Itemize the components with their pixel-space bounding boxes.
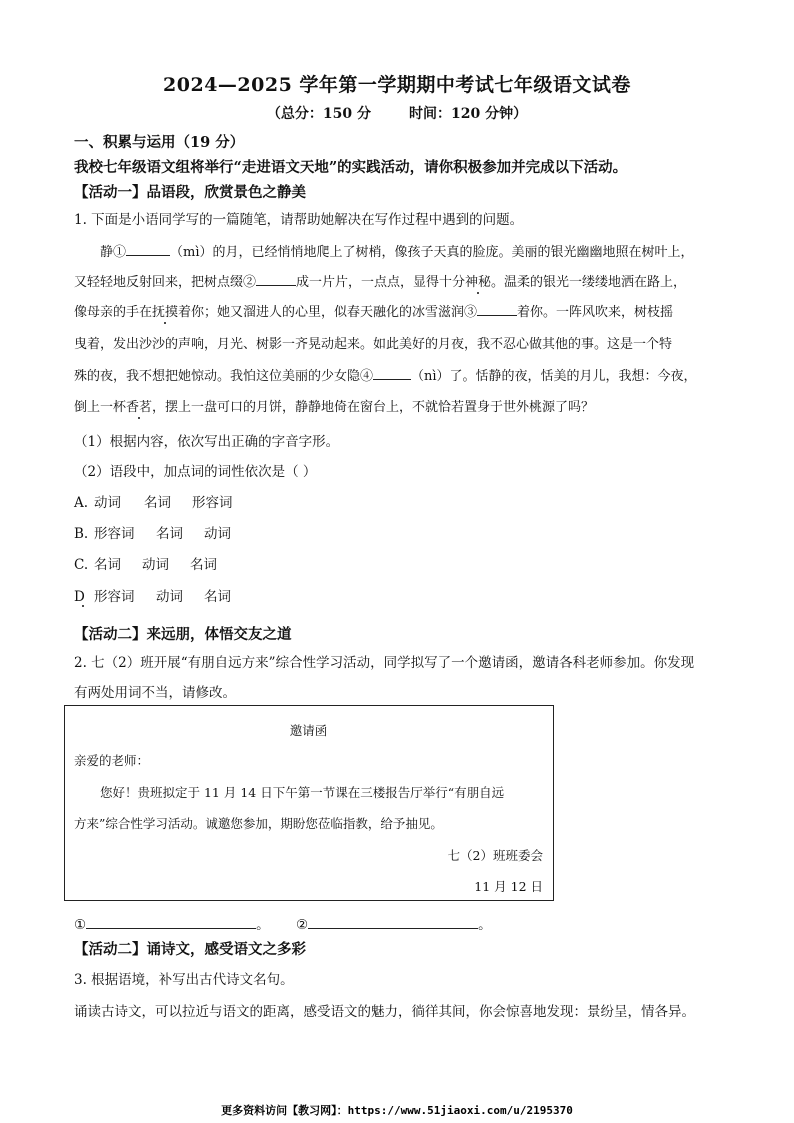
passage-line-1: 静① （mì）的月，已经悄悄地爬上了树梢，像孩子天真的脸庞。美丽的银光幽幽地照在树叶上， xyxy=(100,245,694,260)
exam-time: 时间：120 分钟） xyxy=(409,106,528,122)
activity1-heading: 【活动一】品语段，欣赏景色之静美 xyxy=(74,184,306,201)
section-intro: 我校七年级语文组将举行“走进语文天地”的实践活动，请你积极参加并完成以下活动。 xyxy=(74,159,628,176)
dotted-word-2: 抚摸 xyxy=(152,305,179,320)
blank-2[interactable] xyxy=(256,273,296,286)
option-d[interactable]: D 形容词 动词 名词 xyxy=(74,589,231,605)
q3-context: 诵读古诗文，可以拉近与语文的距离，感受语文的魅力，徜徉其间，你会惊喜地发现：景纷呈，情各异。 xyxy=(74,1004,695,1020)
letter-body-1: 您好！贵班拟定于 11 月 14 日下午第一节课在三楼报告厅举行“有朋自远 xyxy=(100,785,505,800)
blank-4[interactable] xyxy=(373,367,411,380)
q2-line-2: 有两处用词不当，请修改。 xyxy=(74,685,236,701)
footer-link[interactable]: 更多资料访问【教习网】：https://www.51jiaoxi.com/u/2195370 xyxy=(221,1104,573,1117)
exam-title: 2024—2025 学年第一学期期中考试七年级语文试卷 xyxy=(163,74,631,96)
answer-line-2[interactable]: ② 。 xyxy=(296,917,492,933)
exam-subtitle xyxy=(0,103,794,123)
letter-greeting: 亲爱的老师： xyxy=(74,753,150,768)
q1-stem: 1. 下面是小语同学写的一篇随笔，请帮助她解决在写作过程中遇到的问题。 xyxy=(74,212,524,228)
dotted-word-3: 香茗 xyxy=(126,400,153,415)
dotted-word-1: 神秘 xyxy=(465,275,492,290)
invitation-letter-box xyxy=(64,705,554,901)
blank-1[interactable] xyxy=(126,243,170,256)
total-score: （总分：150 分 xyxy=(266,106,371,122)
activity2-heading: 【活动二】来远朋，体悟交友之道 xyxy=(74,626,292,643)
sub-question-2: （2）语段中，加点词的词性依次是（ ） xyxy=(74,464,317,480)
q3-stem: 3. 根据语境，补写出古代诗文名句。 xyxy=(74,972,294,988)
sub-question-1: （1）根据内容，依次写出正确的字音字形。 xyxy=(74,434,340,450)
q2-line-1: 2. 七（2）班开展“有朋自远方来”综合性学习活动，同学拟写了一个邀请函，邀请各科老师参加。你发现 xyxy=(74,655,695,671)
option-c[interactable]: C. 名词 动词 名词 xyxy=(74,557,217,573)
option-a[interactable]: A. 动词 名词 形容词 xyxy=(74,495,233,511)
passage-line-4: 曳着，发出沙沙的声响，月光、树影一齐晃动起来。如此美好的月夜，我不忍心做其他的事。这是一个特 xyxy=(74,337,673,352)
passage-line-6: 倒上一杯香茗，摆上一盘可口的月饼，静静地倚在窗台上，不就恰若置身于世外桃源了吗？ xyxy=(74,400,595,415)
section-heading: 一、积累与运用（19 分） xyxy=(74,134,245,151)
activity3-heading: 【活动二】诵诗文，感受语文之多彩 xyxy=(74,941,306,958)
passage-line-5: 殊的夜，我不想把她惊动。我怕这位美丽的少女隐④ （nì）了。恬静的夜，恬美的月儿，我想：今夜， xyxy=(74,369,697,384)
letter-signature: 七（2）班班委会 xyxy=(447,848,543,863)
letter-body-2: 方来”综合性学习活动。诚邀您参加，期盼您莅临指教，给予抽见。 xyxy=(74,816,443,831)
answer-line-1[interactable]: ① 。 xyxy=(74,917,270,933)
letter-date: 11 月 12 日 xyxy=(474,879,543,894)
blank-3[interactable] xyxy=(477,303,517,316)
passage-line-2: 又轻轻地反射回来，把树点缀② 成一片片，一点点，显得十分神秘。温柔的银光一缕缕地洒在路上， xyxy=(74,275,687,290)
passage-line-3: 像母亲的手在抚摸着你；她又溜进人的心里，似春天融化的冰雪滋润③ 着你。一阵风吹来，树枝摇 xyxy=(74,305,674,320)
letter-title: 邀请函 xyxy=(289,723,328,738)
option-b[interactable]: B. 形容词 名词 动词 xyxy=(74,526,231,542)
option-d-dot xyxy=(82,605,84,607)
